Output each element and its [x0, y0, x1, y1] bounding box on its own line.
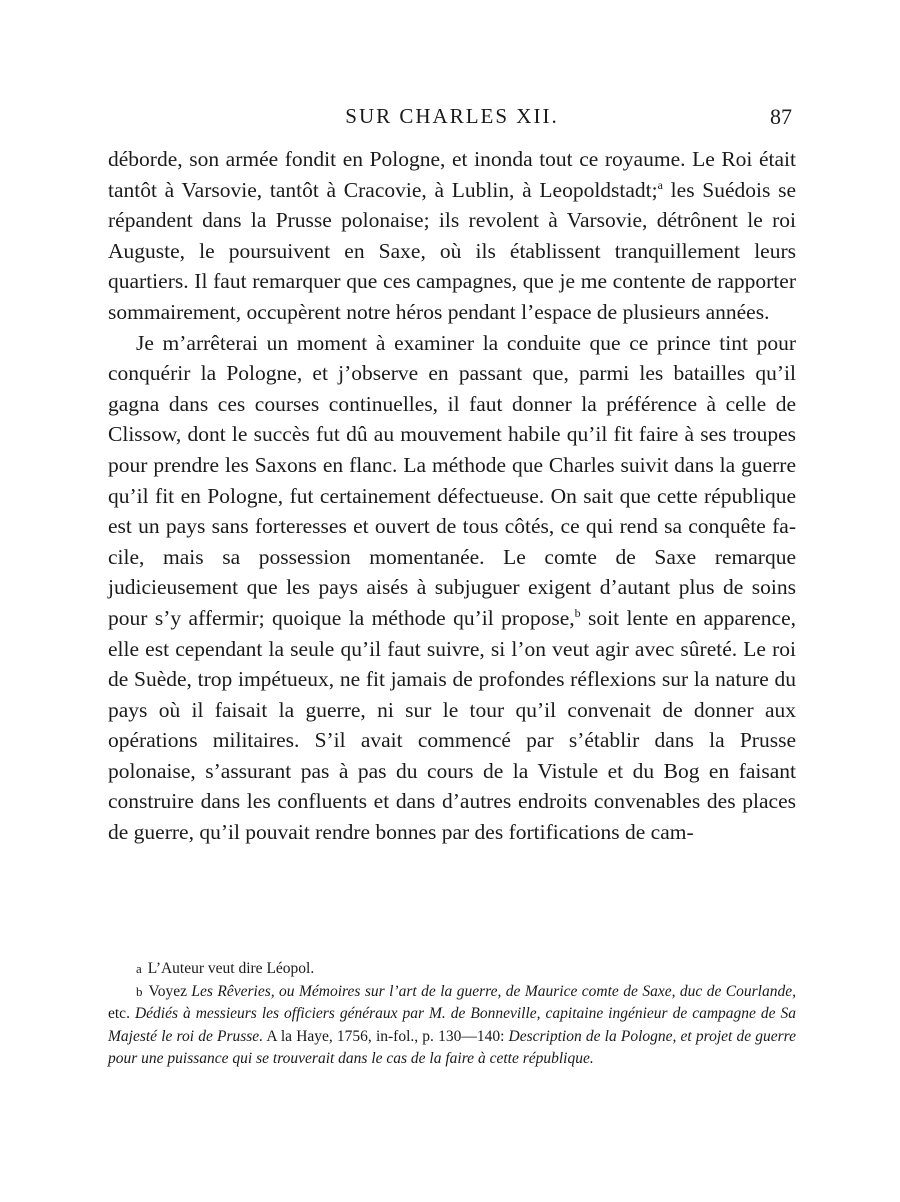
- footnote-b: [108, 981, 796, 1071]
- paragraph-1-text-a: déborde, son armée fondit en Pologne, et inonda tout ce royaume. Le Roi était tantôt à Varsovie, tantôt à Cracovie, à Lublin, à Leopoldstadt;: [108, 147, 796, 202]
- footnotes: [108, 958, 796, 1071]
- paragraph-2: [108, 328, 796, 848]
- footnote-ref-a: a: [657, 177, 663, 192]
- footnote-b-title: Les Rêveries, ou Mémoires sur l’art de la guerre, de Maurice comte de Saxe, duc de Courlande,: [191, 982, 796, 1000]
- footnote-b-dedication: Dédiés à messieurs les officiers généraux par M. de Bonneville, capitaine ingénieur de campagne de Sa Majesté le roi de Prusse.: [108, 1005, 796, 1045]
- footnote-ref-b: b: [574, 605, 581, 620]
- footnote-b-text-1: Voyez: [148, 982, 192, 1000]
- page-number: 87: [770, 104, 792, 129]
- paragraph-2-text-a: Je m’arrêterai un moment à examiner la conduite que ce prince tint pour conquérir la Pologne, et j’observe en passant que, parmi les batailles qu’il gagna dans ces courses continuelles, il faut donner la préférence à celle de Clissow, dont le succès fut dû au mouvement habile qu’il fit faire à ses troupes pour prendre les Saxons en flanc. La méthode que Charles suivit dans la guerre qu’il fit en Pologne, fut certainement défectueuse. On sait que cette république est un pays sans forteresses et ouvert de tous côtés, ce qui rend sa conquête facile, mais sa possession momentanée. Le comte de Saxe remarque judicieusement que les pays aisés à subjuguer exigent d’autant plus de soins pour s’y affermir; quoique la méthode qu’il propose,: [108, 330, 796, 630]
- footnote-b-marker: b: [136, 983, 143, 999]
- footnote-b-chapter: Description de la Pologne, et projet de guerre pour une puissance qui se trouverait dans le cas de la faire à cette république.: [108, 1027, 796, 1067]
- paragraph-1-text-b: les Suédois se répandent dans la Prusse polonaise; ils revolent à Varsovie, détrônent le roi Auguste, le poursuivent en Saxe, où ils établissent tranquillement leurs quartiers. Il faut remarquer que ces campagnes, que je me contente de rapporter sommairement, occupèrent notre héros pendant l’espace de plusieurs années.: [108, 177, 796, 324]
- running-head: [108, 104, 796, 134]
- paragraph-1: [108, 144, 796, 328]
- book-page: [108, 0, 796, 1202]
- body-text: [108, 144, 796, 848]
- footnote-a: [108, 958, 796, 981]
- paragraph-2-text-b: soit lente en apparence, elle est cependant la seule qu’il faut suivre, si l’on veut agir avec sûreté. Le roi de Suède, trop impétueux, ne fit jamais de profondes réflexions sur la nature du pays où il faisait la guerre, ni sur le tour qu’il convenait de donner aux opérations militaires. S’il avait commencé par s’établir dans la Prusse polonaise, s’assurant pas à pas du cours de la Vistule et du Bog en faisant construire dans les confluents et dans d’autres endroits convenables des places de guerre, qu’il pouvait rendre bonnes par des fortifications de cam-: [108, 605, 797, 845]
- footnote-a-marker: a: [136, 961, 142, 976]
- footnote-b-text-2: etc.: [108, 1005, 135, 1022]
- footnote-a-text: L’Auteur veut dire Léopol.: [147, 960, 315, 977]
- running-title: SUR CHARLES XII.: [345, 104, 559, 128]
- footnote-b-text-3: A la Haye, 1756, in-fol., p. 130—140:: [263, 1027, 509, 1045]
